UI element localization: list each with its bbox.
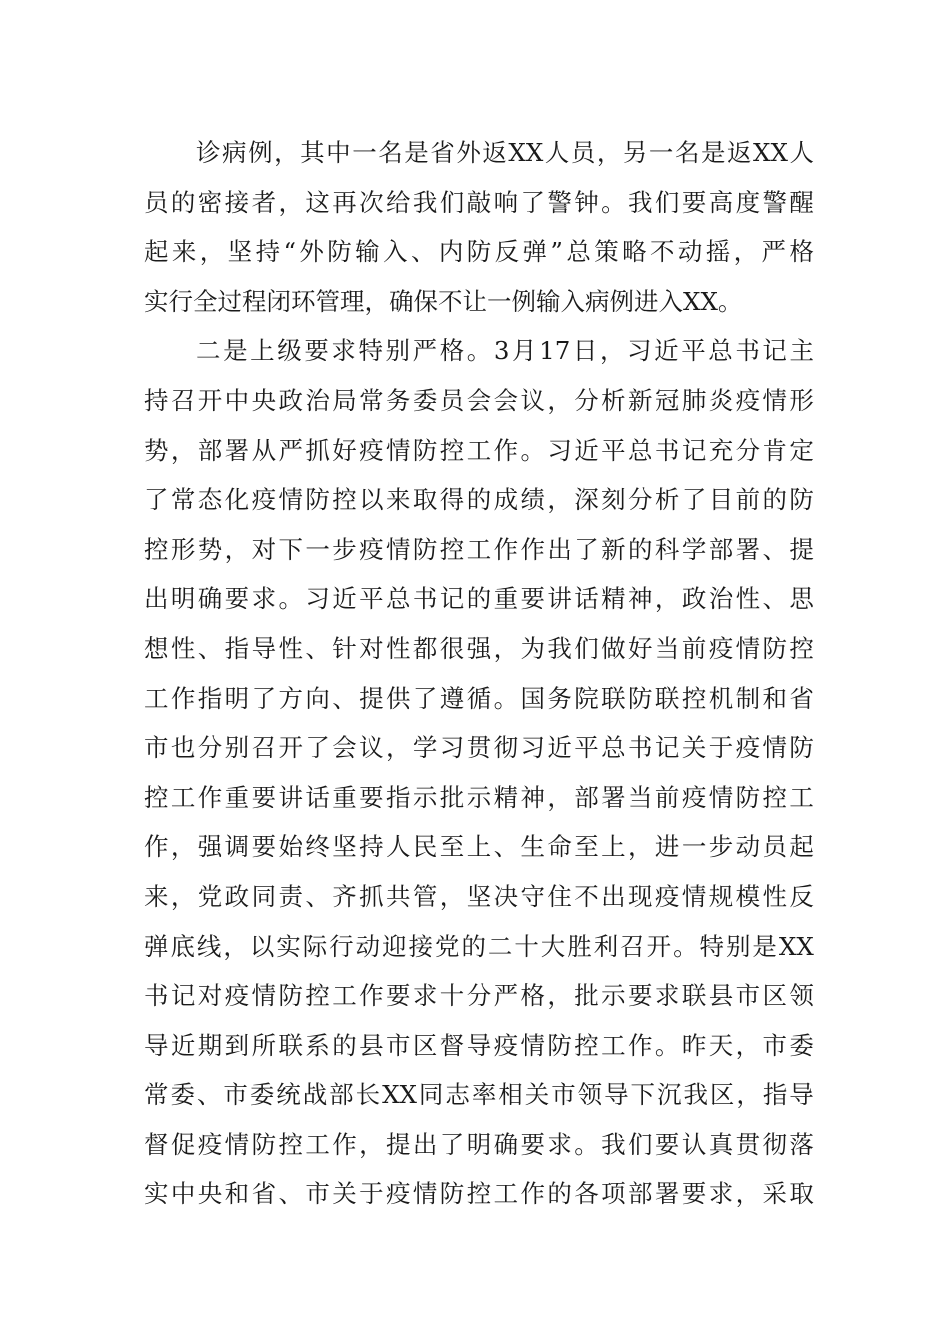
text-line: 持 召 开 中 央 政 治 局 常 务 委 员 会 会 议 ， 分 析 新 冠 肺 炎 疫 情 形 xyxy=(144,385,814,415)
text-line: 二 是 上 级 要 求 特 别 严 格 。 3 月 17 日 ， 习 近 平 总 书 记 主 xyxy=(196,336,814,366)
text-line: 出 明 确 要 求 。 习 近 平 总 书 记 的 重 要 讲 话 精 神 ， 政 治 性 、 思 xyxy=(144,584,814,614)
text-line: 想 性 、 指 导 性 、 针 对 性 都 很 强 ， 为 我 们 做 好 当 前 疫 情 防 控 xyxy=(144,633,814,663)
text-line: 实行全过程闭环管理，确保不让一例输入病例进入XX。 xyxy=(144,286,743,316)
text-line: 工 作 指 明 了 方 向 、 提 供 了 遵 循 。 国 务 院 联 防 联 控 机 制 和 省 xyxy=(144,683,814,713)
body-text xyxy=(144,128,814,1219)
text-line: 导 近 期 到 所 联 系 的 县 市 区 督 导 疫 情 防 控 工 作 。 昨 天 ， 市 委 xyxy=(144,1030,814,1060)
text-line: 员 的 密 接 者 ， 这 再 次 给 我 们 敲 响 了 警 钟 。 我 们 要 高 度 警 醒 xyxy=(144,187,814,217)
text-line: 了 常 态 化 疫 情 防 控 以 来 取 得 的 成 绩 ， 深 刻 分 析 了 目 前 的 防 xyxy=(144,485,814,515)
text-line: 督 促 疫 情 防 控 工 作 ， 提 出 了 明 确 要 求 。 我 们 要 认 真 贯 彻 落 xyxy=(144,1129,814,1159)
text-line: 弹 底 线 ， 以 实 际 行 动 迎 接 党 的 二 十 大 胜 利 召 开 。 特 别 是 XX xyxy=(144,931,814,961)
text-line: 书 记 对 疫 情 防 控 工 作 要 求 十 分 严 格 ， 批 示 要 求 联 县 市 区 领 xyxy=(144,981,814,1011)
text-line: 控 形 势 ， 对 下 一 步 疫 情 防 控 工 作 作 出 了 新 的 科 学 部 署 、 提 xyxy=(144,534,814,564)
text-line: 来 ， 党 政 同 责 、 齐 抓 共 管 ， 坚 决 守 住 不 出 现 疫 情 规 模 性 反 xyxy=(144,881,814,911)
text-line: 诊 病 例 ， 其 中 一 名 是 省 外 返 XX 人 员 ， 另 一 名 是 返 XX 人 xyxy=(196,138,814,167)
text-line: 市 也 分 别 召 开 了 会 议 ， 学 习 贯 彻 习 近 平 总 书 记 关 于 疫 情 防 xyxy=(144,733,814,763)
text-line: 起 来 ， 坚 持 “ 外 防 输 入 、 内 防 反 弹 ” 总 策 略 不 动 摇 ， 严 格 xyxy=(144,237,814,267)
text-line: 实 中 央 和 省 、 市 关 于 疫 情 防 控 工 作 的 各 项 部 署 要 求 ， 采 取 xyxy=(144,1179,814,1209)
text-line: 常 委 、 市 委 统 战 部 长 XX 同 志 率 相 关 市 领 导 下 沉 我 区 ， 指 导 xyxy=(144,1080,814,1110)
text-line: 控 工 作 重 要 讲 话 重 要 指 示 批 示 精 神 ， 部 署 当 前 疫 情 防 控 工 xyxy=(144,782,814,812)
text-line: 作 ， 强 调 要 始 终 坚 持 人 民 至 上 、 生 命 至 上 ， 进 一 步 动 员 起 xyxy=(144,832,814,862)
text-line: 势 ， 部 署 从 严 抓 好 疫 情 防 控 工 作 。 习 近 平 总 书 记 充 分 肯 定 xyxy=(144,435,814,465)
